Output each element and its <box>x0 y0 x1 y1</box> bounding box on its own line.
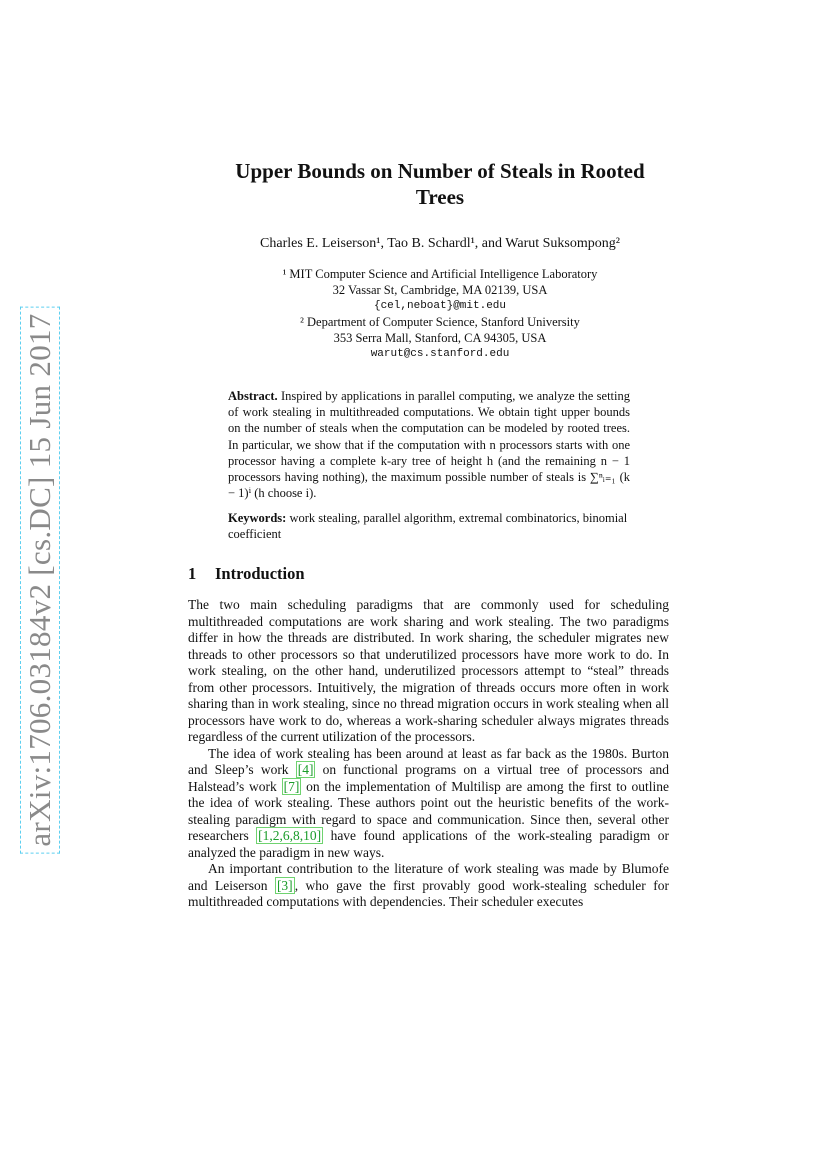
citation-link[interactable]: [1,2,6,8,10] <box>258 828 322 843</box>
citation-link[interactable]: [7] <box>283 778 300 794</box>
paragraph-1: The two main scheduling paradigms that are commonly used for scheduling multithreaded computations are work sharing and work stealing. The two paradigms differ in how the threads are distributed. In work sharing, the scheduler migrates new threads to other processors so that underutilized processors have more work to do. In work stealing, on the other hand, underutilized processors attempt to “steal” threads from other processors. Intuitively, the migration of threads occurs more often in work sharing than in work stealing, since no thread migration occurs in work stealing when all processors have work to do, whereas a work-sharing scheduler always migrates threads regardless of the current utilization of the processors. <box>188 597 669 744</box>
author-list: Charles E. Leiserson¹, Tao B. Schardl¹, and Warut Suksompong² <box>260 236 620 251</box>
paragraph-3-text-a: An important contribution to the literature of work stealing was made by Blumofe and Leiserson <box>188 861 669 893</box>
paragraph-3 <box>188 861 669 911</box>
affiliation-stanford-address: 353 Serra Mall, Stanford, CA 94305, USA <box>333 331 547 345</box>
citation-link[interactable]: [4] <box>297 762 314 777</box>
body-text <box>188 597 669 911</box>
paragraph-2-text-a: The idea of work stealing has been around at least as far back as the 1980s. Burton and Sleep’s work <box>188 745 669 777</box>
paragraph-2-text-d: have found applications of the work-stealing paradigm or analyzed the paradigm in new ways. <box>188 828 669 860</box>
affiliation-mit-address: 32 Vassar St, Cambridge, MA 02139, USA <box>332 283 548 297</box>
title-line-1: Upper Bounds on Number of Steals in Rooted <box>235 159 645 183</box>
paper-title <box>170 158 710 210</box>
arxiv-identifier[interactable]: arXiv:1706.03184v2 [cs.DC] 15 Jun 2017 <box>20 306 60 853</box>
keywords <box>228 510 630 542</box>
paragraph-2-text-b: on functional programs on a virtual tree of processors and Halstead’s work <box>188 762 670 794</box>
arxiv-sidebar <box>20 313 60 847</box>
section-heading <box>188 564 305 584</box>
section-title: Introduction <box>215 564 305 583</box>
affiliations <box>188 266 692 362</box>
abstract-label: Abstract. <box>228 389 278 403</box>
affiliation-stanford-email: warut@cs.stanford.edu <box>370 348 510 360</box>
affiliation-mit: ¹ MIT Computer Science and Artificial Intelligence Laboratory <box>282 267 598 281</box>
paragraph-3-text-b: , who gave the first provably good work-stealing scheduler for multithreaded computations with dependencies. Their scheduler executes <box>188 877 669 909</box>
abstract-text: Inspired by applications in parallel computing, we analyze the setting of work stealing in multithreaded computations. We obtain tight upper bounds on the number of steals when the computation can be modeled by rooted trees. In particular, we show that if the computation with n processors starts with one processor having a complete k-ary tree of height h (and the remaining n − 1 processors having nothing), the maximum possible number of steals is ∑ⁿᵢ₌₁ (k − 1)ⁱ (h choose i). <box>228 389 631 501</box>
citation-link[interactable]: [3] <box>276 877 293 893</box>
section-number: 1 <box>188 564 197 583</box>
paragraph-2-text-c: on the implementation of Multilisp are among the first to outline the idea of work stealing. These authors point out the heuristic benefits of the work-stealing paradigm with regard to space and communication. Since then, several other researchers <box>188 778 670 843</box>
keywords-label: Keywords: <box>228 511 287 525</box>
title-line-2: Trees <box>415 185 465 209</box>
abstract <box>228 388 630 501</box>
affiliation-stanford: ² Department of Computer Science, Stanford University <box>300 315 580 329</box>
keywords-text: work stealing, parallel algorithm, extremal combinatorics, binomial coefficient <box>228 511 628 542</box>
paragraph-2 <box>188 746 669 862</box>
affiliation-mit-email: {cel,neboat}@mit.edu <box>373 300 507 312</box>
